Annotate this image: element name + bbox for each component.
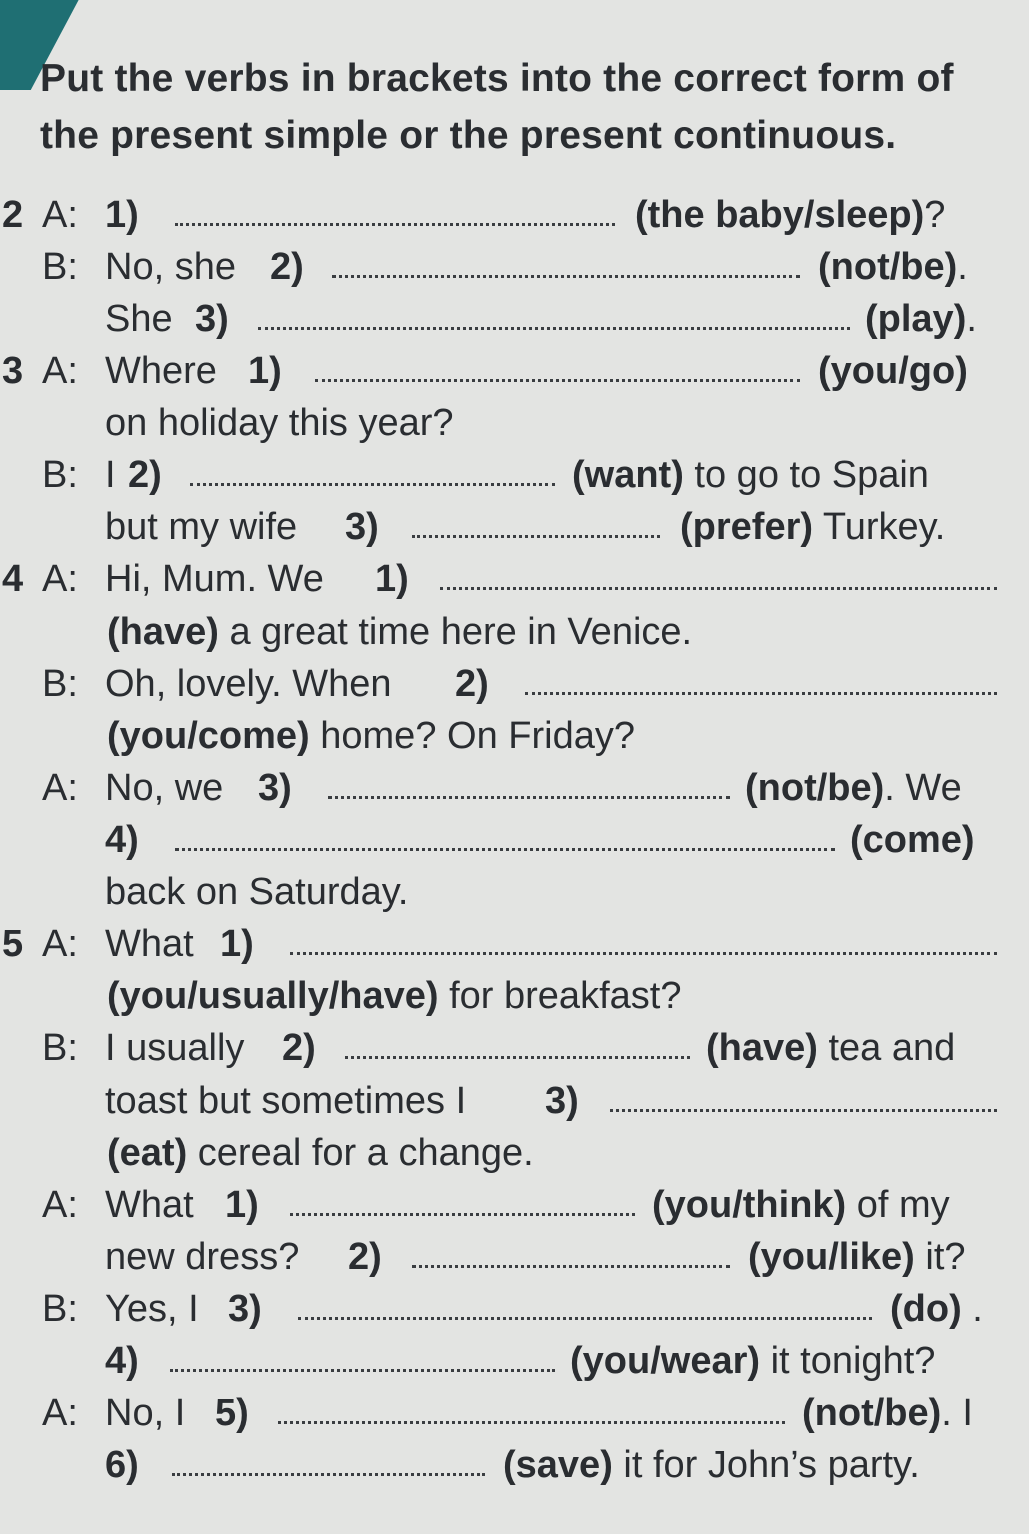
dialogue-line (0, 1283, 1029, 1335)
answer-blank[interactable] (298, 1317, 872, 1320)
verb-hint: (you/go) (818, 350, 968, 392)
speaker-label: A: (42, 350, 78, 392)
line-text: Yes, I (105, 1288, 199, 1330)
blank-number: 3) (258, 767, 292, 809)
dialogue-line (0, 918, 1029, 970)
verb-hint: (prefer) (680, 506, 814, 548)
line-text: No, she (105, 246, 236, 288)
answer-blank[interactable] (290, 952, 997, 955)
speaker-label: A: (42, 1184, 78, 1226)
line-text-after: it? (914, 1236, 966, 1278)
blank-number: 2) (270, 246, 304, 288)
dialogue-line (0, 1439, 1029, 1491)
line-text: new dress? (105, 1236, 300, 1278)
verb-hint: (save) (503, 1444, 613, 1486)
verb-hint-group (107, 710, 635, 762)
verb-hint: (have) (706, 1027, 818, 1069)
verb-hint: (do) (890, 1288, 962, 1330)
verb-hint: (eat) (107, 1132, 188, 1174)
verb-hint-group (745, 762, 962, 814)
blank-number: 1) (375, 558, 409, 600)
speaker-label: B: (42, 246, 78, 288)
dialogue-line (0, 1075, 1029, 1127)
exercise-number: 5 (2, 923, 24, 965)
verb-hint: (you/think) (652, 1184, 847, 1226)
verb-hint-group (850, 814, 975, 866)
dialogue-line (0, 397, 1029, 449)
blank-number: 3) (228, 1288, 262, 1330)
verb-hint-group (572, 449, 929, 501)
blank-number: 6) (105, 1444, 139, 1486)
answer-blank[interactable] (170, 1369, 555, 1372)
line-text: toast but sometimes I (105, 1080, 467, 1122)
instruction-heading: Put the verbs in brackets into the correct form of the present simple or the present continuous. (40, 57, 954, 157)
verb-hint-group (635, 189, 945, 241)
answer-blank[interactable] (412, 1265, 730, 1268)
blank-number: 2) (128, 454, 162, 496)
verb-hint: (come) (850, 819, 975, 861)
dialogue-line (0, 241, 1029, 293)
verb-hint: (want) (572, 454, 684, 496)
answer-blank[interactable] (278, 1421, 785, 1424)
verb-hint-group (652, 1179, 950, 1231)
dialogue-line (0, 814, 1029, 866)
dialogue-line (0, 1335, 1029, 1387)
line-text: Oh, lovely. When (105, 663, 392, 705)
line-text: No, I (105, 1392, 186, 1434)
verb-hint-group (706, 1022, 955, 1074)
answer-blank[interactable] (412, 535, 660, 538)
verb-hint: (not/be) (818, 246, 958, 288)
line-text-after: to go to Spain (683, 454, 929, 496)
line-text: I usually (105, 1027, 245, 1069)
verb-hint-group (818, 241, 968, 293)
line-text: What (105, 923, 194, 965)
verb-hint: (not/be) (745, 767, 885, 809)
verb-hint: (have) (107, 611, 219, 653)
verb-hint-group (107, 606, 692, 658)
dialogue-line (0, 293, 1029, 345)
dialogue-line (0, 1179, 1029, 1231)
dialogue-line (0, 1387, 1029, 1439)
blank-number: 4) (105, 819, 139, 861)
dialogue-line (0, 762, 1029, 814)
verb-hint-group (890, 1283, 983, 1335)
dialogue-line (0, 345, 1029, 397)
verb-hint-group (802, 1387, 973, 1439)
verb-hint-group (818, 345, 968, 397)
line-text-after: ? (924, 194, 946, 236)
verb-hint-group (503, 1439, 920, 1491)
line-text: No, we (105, 767, 224, 809)
verb-hint: (you/usually/have) (107, 975, 439, 1017)
blank-number: 1) (225, 1184, 259, 1226)
line-text: I (105, 454, 116, 496)
dialogue-line (0, 189, 1029, 241)
line-text-after: . We (884, 767, 962, 809)
line-text-after: it tonight? (760, 1340, 936, 1382)
line-text-after: home? On Friday? (309, 715, 635, 757)
speaker-label: A: (42, 767, 78, 809)
answer-blank[interactable] (175, 223, 615, 226)
verb-hint: (the baby/sleep) (635, 194, 925, 236)
verb-hint-group (107, 970, 681, 1022)
answer-blank[interactable] (440, 587, 997, 590)
blank-number: 2) (455, 663, 489, 705)
speaker-label: A: (42, 923, 78, 965)
answer-blank[interactable] (328, 796, 730, 799)
dialogue-line (0, 658, 1029, 710)
blank-number: 3) (545, 1080, 579, 1122)
dialogue-line (0, 970, 1029, 1022)
answer-blank[interactable] (332, 275, 800, 278)
line-text-after: cereal for a change. (187, 1132, 534, 1174)
line-text: on holiday this year? (105, 402, 454, 444)
answer-blank[interactable] (315, 379, 800, 382)
blank-number: 2) (282, 1027, 316, 1069)
line-text-after: for breakfast? (438, 975, 682, 1017)
blank-number: 2) (348, 1236, 382, 1278)
answer-blank[interactable] (190, 483, 555, 486)
verb-hint-group (570, 1335, 935, 1387)
line-text-after: . (966, 298, 977, 340)
dialogue-line (0, 449, 1029, 501)
line-text: back on Saturday. (105, 871, 409, 913)
line-text-after: . (957, 246, 968, 288)
answer-blank[interactable] (175, 848, 835, 851)
dialogue-line (0, 553, 1029, 605)
verb-hint-group (748, 1231, 966, 1283)
verb-hint: (you/come) (107, 715, 310, 757)
speaker-label: B: (42, 454, 78, 496)
speaker-label: B: (42, 1288, 78, 1330)
blank-number: 1) (248, 350, 282, 392)
dialogue-line (0, 1022, 1029, 1074)
line-text: What (105, 1184, 194, 1226)
speaker-label: A: (42, 1392, 78, 1434)
verb-hint: (not/be) (802, 1392, 942, 1434)
line-text-after: Turkey. (813, 506, 946, 548)
answer-blank[interactable] (258, 327, 850, 330)
verb-hint-group (865, 293, 977, 345)
blank-number: 3) (345, 506, 379, 548)
verb-hint: (you/like) (748, 1236, 915, 1278)
verb-hint-group (107, 1127, 534, 1179)
dialogue-line (0, 606, 1029, 658)
line-text-after: tea and (817, 1027, 956, 1069)
answer-blank[interactable] (345, 1056, 690, 1059)
blank-number: 4) (105, 1340, 139, 1382)
line-text: Where (105, 350, 217, 392)
answer-blank[interactable] (172, 1473, 485, 1476)
verb-hint: (you/wear) (570, 1340, 761, 1382)
dialogue-line (0, 1127, 1029, 1179)
answer-blank[interactable] (610, 1109, 997, 1112)
line-text: Hi, Mum. We (105, 558, 324, 600)
verb-hint-group (680, 501, 945, 553)
speaker-label: A: (42, 558, 78, 600)
verb-hint: (play) (865, 298, 967, 340)
dialogue-line (0, 501, 1029, 553)
exercise-number: 4 (2, 558, 24, 600)
speaker-label: B: (42, 663, 78, 705)
line-text-after: it for John’s party. (612, 1444, 920, 1486)
answer-blank[interactable] (290, 1213, 635, 1216)
blank-number: 5) (215, 1392, 249, 1434)
blank-number: 1) (220, 923, 254, 965)
speaker-label: A: (42, 194, 78, 236)
dialogue-line (0, 1231, 1029, 1283)
line-text: but my wife (105, 506, 298, 548)
line-text: She (105, 298, 173, 340)
exercise-number: 3 (2, 350, 24, 392)
answer-blank[interactable] (525, 692, 997, 695)
speaker-label: B: (42, 1027, 78, 1069)
line-text-after: . (961, 1288, 983, 1330)
line-text-after: a great time here in Venice. (218, 611, 693, 653)
line-text-after: of my (846, 1184, 950, 1226)
dialogue-line (0, 866, 1029, 918)
exercise-number: 2 (2, 194, 24, 236)
blank-number: 3) (195, 298, 229, 340)
dialogue-line (0, 710, 1029, 762)
blank-number: 1) (105, 194, 139, 236)
line-text-after: . I (941, 1392, 973, 1434)
